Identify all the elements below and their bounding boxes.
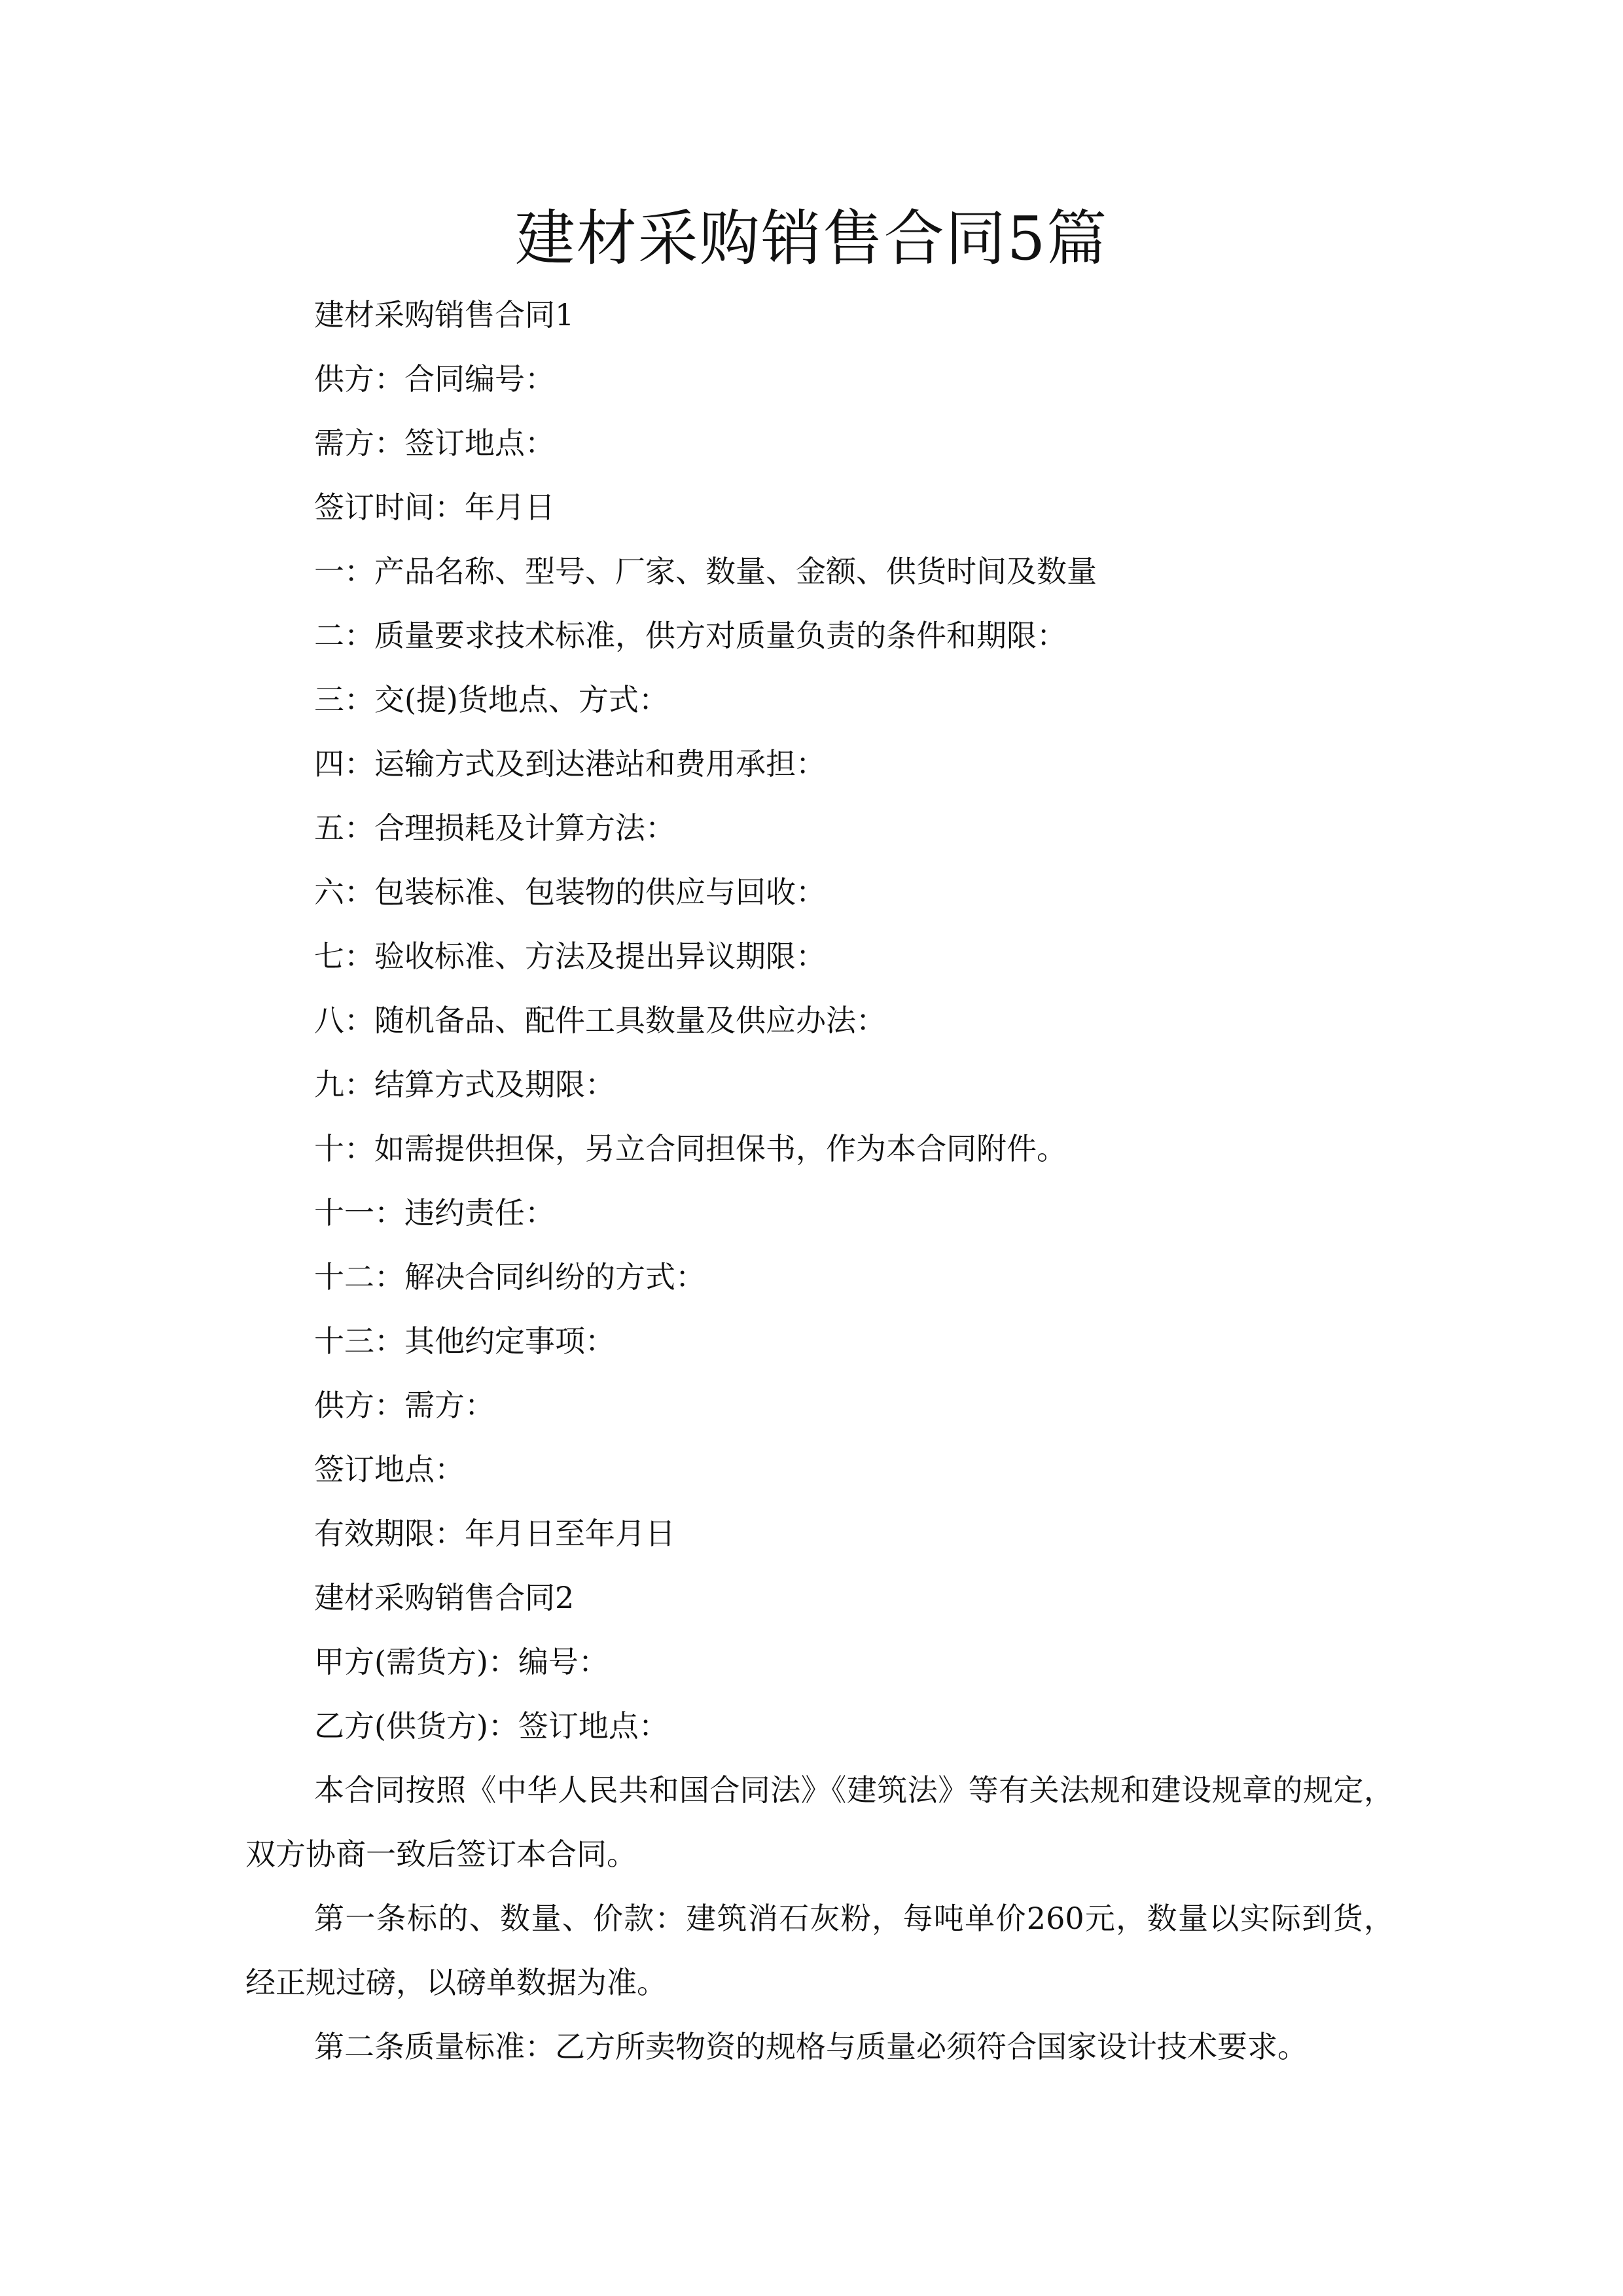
article-2-paragraph: 第二条质量标准：乙方所卖物资的规格与质量必须符合国家设计技术要求。	[314, 2029, 1308, 2064]
clause-3: 三：交(提)货地点、方式：	[314, 682, 669, 717]
clause-6: 六：包装标准、包装物的供应与回收：	[314, 874, 826, 910]
party-b-line: 乙方(供货方)：签订地点：	[314, 1708, 669, 1744]
buyer-line: 需方：签订地点：	[314, 425, 555, 461]
clause-5: 五：合理损耗及计算方法：	[314, 810, 675, 846]
clause-11: 十一：违约责任：	[314, 1195, 555, 1230]
document-body	[245, 283, 1394, 2079]
clause-9: 九：结算方式及期限：	[314, 1067, 615, 1102]
clause-13: 十三：其他约定事项：	[314, 1323, 615, 1359]
clause-10: 十：如需提供担保，另立合同担保书，作为本合同附件。	[314, 1131, 1067, 1166]
party-a-line: 甲方(需货方)：编号：	[314, 1644, 609, 1679]
section-heading-contract-2: 建材采购销售合同2	[314, 1580, 575, 1615]
validity-period-line: 有效期限：年月日至年月日	[314, 1516, 675, 1551]
supplier-line: 供方：合同编号：	[314, 361, 555, 397]
clause-7: 七：验收标准、方法及提出异议期限：	[314, 939, 826, 974]
clause-8: 八：随机备品、配件工具数量及供应办法：	[314, 1003, 886, 1038]
clause-4: 四：运输方式及到达港站和费用承担：	[314, 746, 826, 781]
signature-parties-line: 供方：需方：	[314, 1388, 495, 1423]
signing-place-line: 签订地点：	[314, 1452, 465, 1487]
preamble-paragraph: 本合同按照《中华人民共和国合同法》《建筑法》等有关法规和建设规章的规定，双方协商一致后签订本合同。	[245, 1772, 1394, 1872]
document-title: 建材采购销售合同5篇	[514, 204, 1109, 274]
clause-12: 十二：解决合同纠纷的方式：	[314, 1259, 705, 1295]
section-heading-contract-1: 建材采购销售合同1	[314, 297, 575, 332]
clause-1: 一：产品名称、型号、厂家、数量、金额、供货时间及数量	[314, 554, 1097, 589]
article-1-paragraph: 第一条标的、数量、价款：建筑消石灰粉，每吨单价260元，数量以实际到货，经正规过磅，以磅单数据为准。	[245, 1901, 1394, 2000]
signing-time-line: 签订时间：年月日	[314, 490, 555, 525]
clause-2: 二：质量要求技术标准，供方对质量负责的条件和期限：	[314, 618, 1067, 653]
